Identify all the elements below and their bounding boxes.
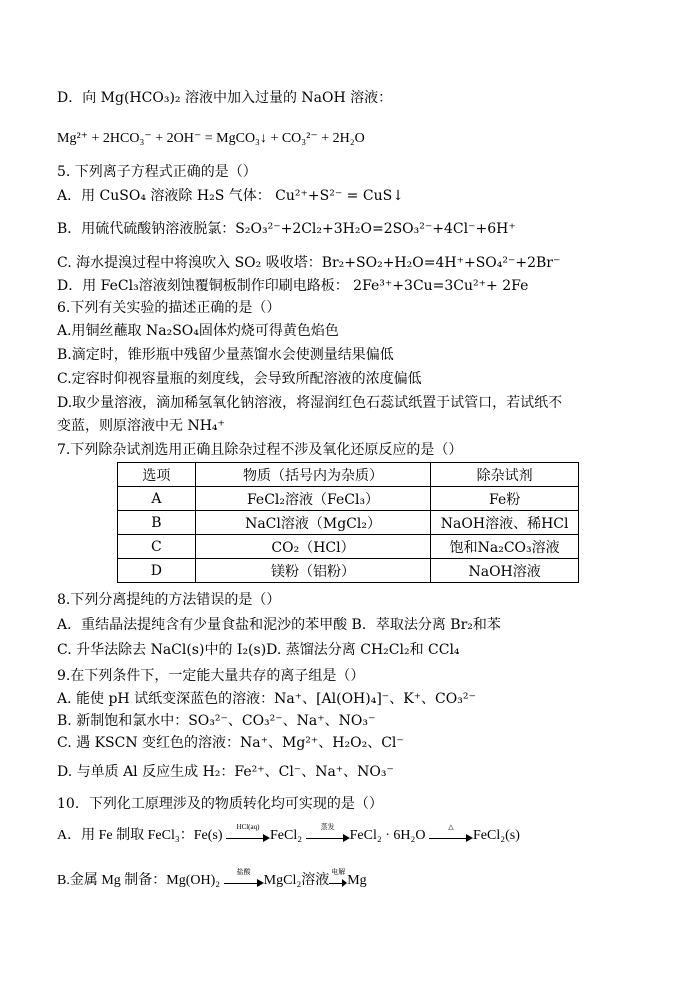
text-line: B．用硫代硫酸钠溶液脱氯：S₂O₃²⁻+2Cl₂+3H₂O=2SO₃²⁻+4Cl⁻+6H⁺ bbox=[57, 221, 516, 237]
table-header: 物质（括号内为杂质） bbox=[195, 463, 430, 487]
reaction-arrow bbox=[429, 822, 473, 843]
table-cell: C bbox=[118, 535, 196, 559]
text-line: D. 与单质 Al 反应生成 H₂：Fe²⁺、Cl⁻、Na⁺、NO₃⁻ bbox=[57, 764, 394, 780]
text-line: 6.下列有关实验的描述正确的是（） bbox=[57, 300, 281, 316]
text-line: B. 新制饱和氯水中：SO₃²⁻、CO₃²⁻、Na⁺、NO₃⁻ bbox=[57, 713, 376, 729]
table-cell: D bbox=[118, 559, 196, 583]
species: FeCl₂ · 6H₂O bbox=[349, 828, 426, 843]
table-row bbox=[118, 559, 579, 583]
text-line: D.取少量溶液，滴加稀氢氧化钠溶液，将湿润红色石蕊试纸置于试管口，若试纸不 bbox=[57, 395, 563, 411]
species: MgCl₂溶液 bbox=[263, 873, 330, 888]
option-label: B.金属 Mg 制备： bbox=[57, 873, 167, 888]
reaction-arrow bbox=[306, 822, 350, 843]
text-line: 9.在下列条件下，一定能大量共存的离子组是（） bbox=[57, 668, 365, 684]
q10-option-a bbox=[57, 822, 520, 846]
text-line: D．用 FeCl₃溶液刻蚀覆铜板制作印刷电路板： 2Fe³⁺+3Cu=3Cu²⁺+ 2Fe bbox=[57, 278, 529, 294]
reaction-arrow bbox=[224, 867, 264, 888]
text-line: A．用 CuSO₄ 溶液除 H₂S 气体： Cu²⁺+S²⁻ = CuS↓ bbox=[57, 188, 404, 204]
text-line: A.用铜丝蘸取 Na₂SO₄固体灼烧可得黄色焰色 bbox=[57, 323, 339, 339]
table-cell: 饱和Na₂CO₃溶液 bbox=[431, 535, 579, 559]
table-cell: B bbox=[118, 511, 196, 535]
text-line: 7.下列除杂试剂选用正确且除杂过程不涉及氧化还原反应的是（） bbox=[57, 442, 463, 458]
text-line: A．重结晶法提纯含有少量食盐和泥沙的苯甲酸 B．萃取法分离 Br₂和苯 bbox=[57, 617, 501, 633]
reaction-arrow bbox=[226, 822, 270, 843]
option-label: A．用 Fe 制取 FeCl₃： bbox=[57, 828, 194, 843]
table-row bbox=[118, 535, 579, 559]
text-line: D．向 Mg(HCO₃)₂ 溶液中加入过量的 NaOH 溶液： bbox=[57, 90, 393, 106]
table-row bbox=[118, 487, 579, 511]
table-row bbox=[118, 511, 579, 535]
species: Mg(OH)₂ bbox=[166, 873, 221, 888]
table-header: 除杂试剂 bbox=[431, 463, 579, 487]
text-line: C.定容时仰视容量瓶的刻度线，会导致所配溶液的浓度偏低 bbox=[57, 371, 422, 387]
table-cell: NaOH溶液、稀HCl bbox=[431, 511, 579, 535]
text-line: 5. 下列离子方程式正确的是（） bbox=[57, 164, 257, 180]
text-line: A. 能使 pH 试纸变深蓝色的溶液：Na⁺、[Al(OH)₄]⁻、K⁺、CO₃²⁻ bbox=[57, 691, 476, 707]
arrow-condition: 盐酸 bbox=[236, 867, 251, 876]
text-line: 8.下列分离提纯的方法错误的是（） bbox=[57, 592, 281, 608]
table-cell: FeCl₂溶液（FeCl₃） bbox=[195, 487, 430, 511]
text-line: C. 升华法除去 NaCl(s)中的 I₂(s)D. 蒸馏法分离 CH₂Cl₂和 CCl₄ bbox=[57, 642, 460, 658]
table-cell: NaCl溶液（MgCl₂） bbox=[195, 511, 430, 535]
species: Fe(s) bbox=[193, 828, 223, 843]
arrow-condition: 电解 bbox=[331, 867, 346, 876]
species: FeCl₂(s) bbox=[472, 828, 520, 843]
arrow-condition: HCl(aq) bbox=[236, 822, 260, 831]
species: FeCl₂ bbox=[270, 828, 303, 843]
reaction-arrow bbox=[329, 867, 347, 888]
arrow-condition: 蒸发 bbox=[320, 822, 335, 831]
text-line: C. 海水提溴过程中将溴吹入 SO₂ 吸收塔：Br₂+SO₂+H₂O=4H⁺+SO₄²⁻+2Br⁻ bbox=[57, 255, 561, 271]
table-cell: NaOH溶液 bbox=[431, 559, 579, 583]
arrow-condition: △ bbox=[448, 822, 454, 831]
table-header-row bbox=[118, 463, 579, 487]
table-cell: CO₂（HCl） bbox=[195, 535, 430, 559]
table-cell: 镁粉（铝粉） bbox=[195, 559, 430, 583]
text-line: C. 遇 KSCN 变红色的溶液：Na⁺、Mg²⁺、H₂O₂、Cl⁻ bbox=[57, 735, 404, 751]
text-line: B.滴定时，锥形瓶中残留少量蒸馏水会使测量结果偏低 bbox=[57, 347, 394, 363]
table-cell: A bbox=[118, 487, 196, 511]
table-header: 选项 bbox=[118, 463, 196, 487]
text-line: Mg²⁺ + 2HCO₃⁻ + 2OH⁻ = MgCO₃↓ + CO₃²⁻ + 2H₂O bbox=[57, 131, 365, 146]
text-line: 变蓝，则原溶液中无 NH₄⁺ bbox=[57, 418, 225, 434]
text-line: 10．下列化工原理涉及的物质转化均可实现的是（） bbox=[57, 796, 383, 812]
species: Mg bbox=[347, 873, 367, 888]
q10-option-b bbox=[57, 867, 367, 891]
impurity-removal-table bbox=[117, 462, 579, 583]
table-cell: Fe粉 bbox=[431, 487, 579, 511]
